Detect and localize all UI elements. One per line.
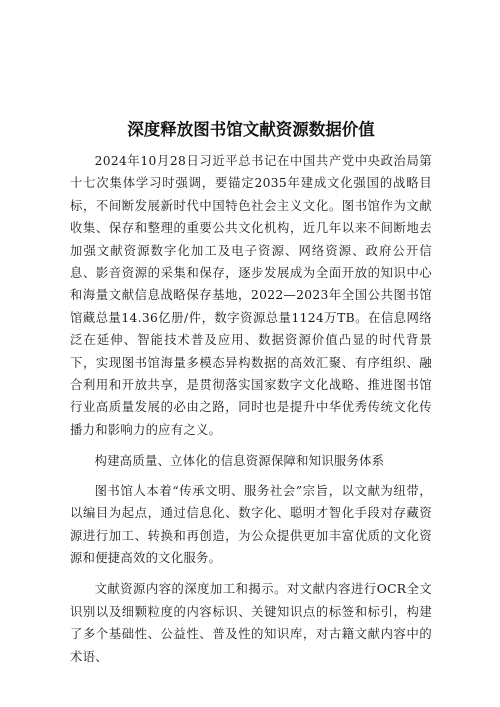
- section-heading: 构建高质量、立体化的信息资源保障和知识服务体系: [94, 454, 385, 469]
- document-page: [70, 118, 432, 677]
- article-title: 深度释放图书馆文献资源数据价值: [127, 120, 375, 139]
- paragraph-intro: 2024年10月28日习近平总书记在中国共产党中央政治局第十七次集体学习时强调，要锚定2035年建成文化强国的战略目标，不间断发展新时代中国特色社会主义文化。图书馆作为文献收集、保存和整理的重要公共文化机构，近几年以来不间断地去加强文献资源数字化加工及电子资源、网络资源、政府公开信息、影音资源的采集和保存，逐步发展成为全面开放的知识中心和海量文献信息战略保存基地，2022—2023年全国公共图书馆馆藏总量14.36亿册/件，数字资源总量1124万TB。在信息网络泛在延伸、智能技术普及应用、数据资源价值凸显的时代背景下，实现图书馆海量多模态异构数据的高效汇聚、有序组织、融合利用和开放共享，是贯彻落实国家数字文化战略、推进图书馆行业高质量发展的必由之路，同时也是提升中华优秀传统文化传播力和影响力的应有之义。: [70, 154, 432, 437]
- paragraph-deep-processing: 文献资源内容的深度加工和揭示。对文献内容进行OCR全文识别以及细颗粒度的内容标识、关键知识点的标签和标引，构建了多个基础性、公益性、普及性的知识库，对古籍文献内容中的术语、: [70, 582, 432, 664]
- paragraph-mission: 图书馆人本着“传承文明、服务社会”宗旨，以文献为纽带，以编目为起点，通过信息化、数字化、聪明才智化手段对存藏资源进行加工、转换和再创造，为公众提供更加丰富优质的文化资源和便捷高效的文化服务。: [70, 483, 432, 565]
